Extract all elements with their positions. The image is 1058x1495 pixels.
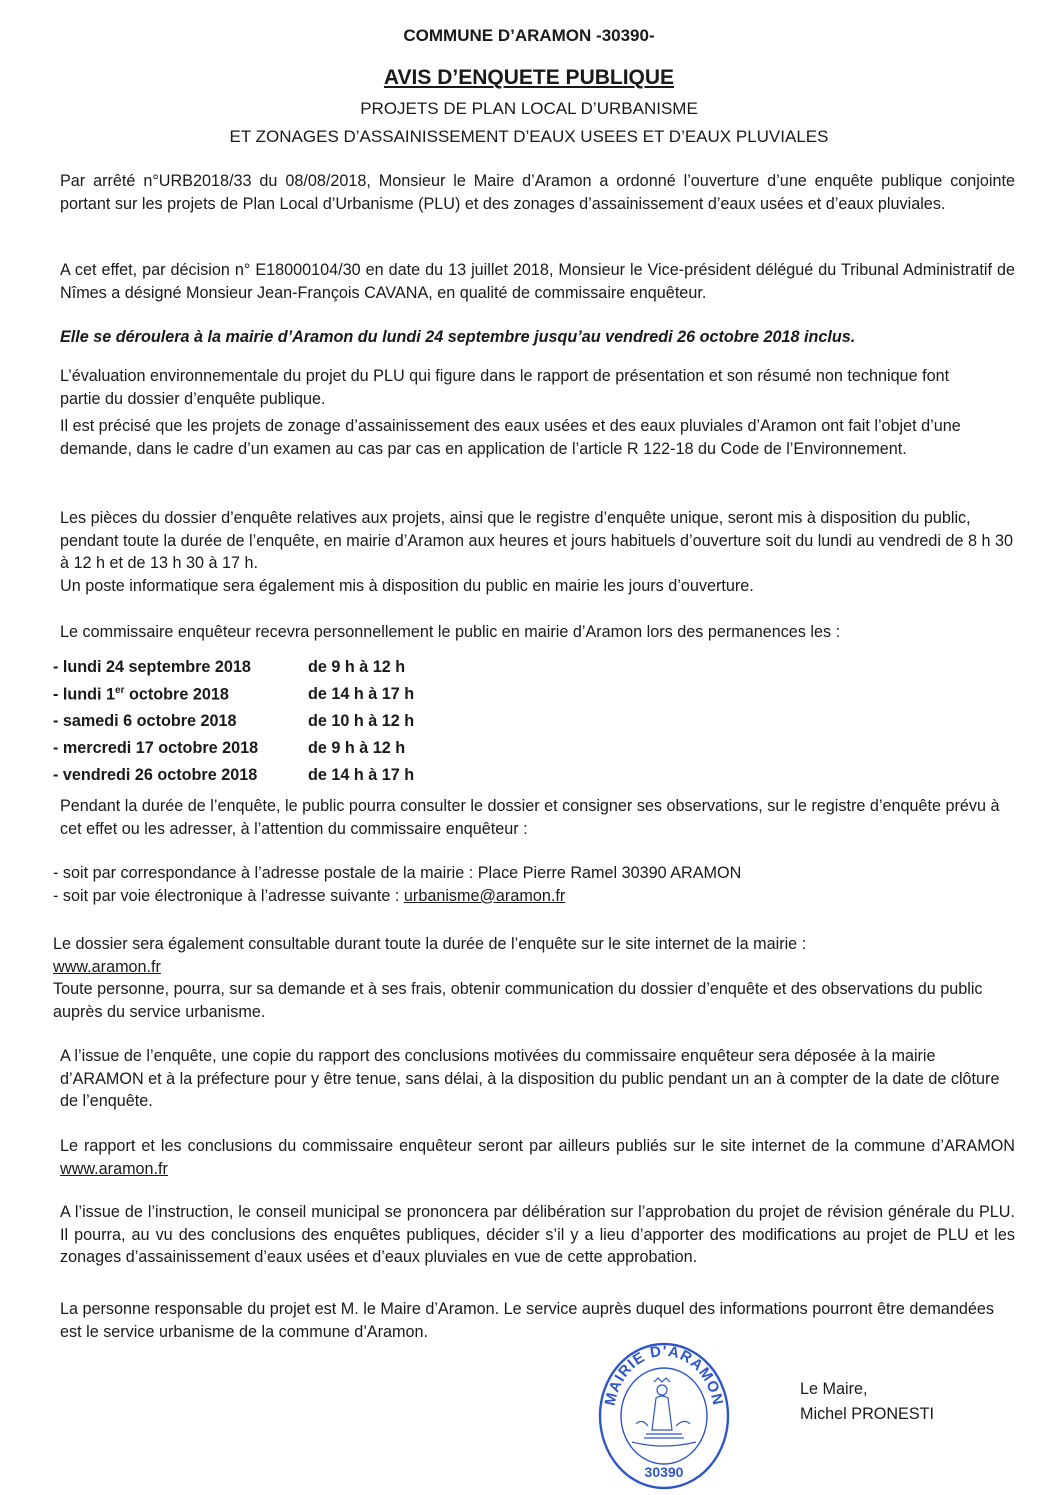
paragraph-publication xyxy=(60,1135,1015,1180)
signature-name: Michel PRONESTI xyxy=(800,1405,935,1423)
paragraph-text: Le commissaire enquêteur recevra personnellement le public en mairie d’Aramon lors des permanences les : xyxy=(60,623,841,641)
paragraph-text: A l’issue de l’enquête, une copie du rapport des conclusions motivées du commissaire enquêteur sera déposée à la mairie d’ARAMON et à la préfecture pour y être tenue, sans délai, à la disposition du public pendant un an à compter de la date de clôture de l’enquête. xyxy=(60,1047,1000,1110)
signature-title: Le Maire, xyxy=(800,1380,868,1398)
subtitle-line-2: ET ZONAGES D’ASSAINISSEMENT D’EAUX USEES ET D’EAUX PLUVIALES xyxy=(229,127,829,146)
subtitle-line-1: PROJETS DE PLAN LOCAL D’URBANISME xyxy=(360,99,698,118)
paragraph-observations xyxy=(60,795,1018,840)
paragraph-evaluation xyxy=(60,365,990,410)
mairie-stamp-icon xyxy=(596,1338,732,1490)
postal-address-line: - soit par correspondance à l’adresse postale de la mairie : Place Pierre Ramel 30390 ARAMON xyxy=(53,864,742,882)
paragraph-text: Pendant la durée de l’enquête, le public pourra consulter le dossier et consigner ses observations, sur le registre d’enquête prévu à cet effet ou les adresser, à l’attention du commissaire enquêteur : xyxy=(60,797,1000,838)
schedule-time: de 10 h à 12 h xyxy=(308,712,415,730)
schedule-day: - mercredi 17 octobre 2018 xyxy=(53,739,259,757)
commune-heading: COMMUNE D’ARAMON -30390- xyxy=(403,26,655,45)
paragraph-instruction xyxy=(60,1201,1015,1269)
email-line: - soit par voie électronique à l’adresse suivante : urbanisme@aramon.fr xyxy=(53,886,566,905)
paragraph-text: Le rapport et les conclusions du commissaire enquêteur seront par ailleurs publiés sur le site internet de la commune d’ARAMON www.aramon.fr xyxy=(60,1137,1015,1178)
paragraph-text: Toute personne, pourra, sur sa demande et à ses frais, obtenir communication du dossier d’enquête et des observations du public auprès du service urbanisme. xyxy=(53,980,983,1021)
paragraph-permanences xyxy=(60,621,1018,644)
schedule-time: de 14 h à 17 h xyxy=(308,685,415,703)
paragraph-text: La personne responsable du projet est M. le Maire d’Aramon. Le service auprès duquel des informations pourront être demandées est le service urbanisme de la commune d’Aramon. xyxy=(60,1300,995,1341)
schedule-day: - lundi 1er octobre 2018 xyxy=(53,685,229,704)
email-link[interactable]: urbanisme@aramon.fr xyxy=(403,886,566,905)
contact-methods xyxy=(53,862,1011,907)
schedule-time: de 9 h à 12 h xyxy=(308,739,406,757)
notice-title: AVIS D’ENQUETE PUBLIQUE xyxy=(383,66,675,89)
paragraph-website xyxy=(53,933,1011,1023)
enquiry-dates-text: Elle se déroulera à la mairie d’Aramon du lundi 24 septembre jusqu’au vendredi 26 octobre 2018 inclus. xyxy=(60,328,856,346)
schedule-time: de 14 h à 17 h xyxy=(308,766,415,784)
website-link[interactable]: www.aramon.fr xyxy=(53,957,161,976)
paragraph-text: A cet effet, par décision n° E18000104/30 en date du 13 juillet 2018, Monsieur le Vice-président délégué du Tribunal Administratif de Nîmes a désigné Monsieur Jean-François CAVANA, en qualité de commissaire enquêteur. xyxy=(60,261,1015,302)
paragraph-zonage xyxy=(60,415,1018,460)
schedule-day: - samedi 6 octobre 2018 xyxy=(53,712,237,730)
website-link[interactable]: www.aramon.fr xyxy=(60,1159,168,1178)
paragraph-text: Le dossier sera également consultable durant toute la durée de l’enquête sur le site internet de la mairie : xyxy=(53,935,807,953)
paragraph-text: Par arrêté n°URB2018/33 du 08/08/2018, Monsieur le Maire d’Aramon a ordonné l’ouverture d’une enquête publique conjointe portant sur les projets de Plan Local d’Urbanisme (PLU) et des zonages d’assainissement d’eaux usées et d’eaux pluviales. xyxy=(60,172,1015,213)
paragraph-text: Les pièces du dossier d’enquête relatives aux projets, ainsi que le registre d’enquête unique, seront mis à disposition du public, pendant toute la durée de l’enquête, en mairie d’Aramon aux heures et jours habituels d’ouverture soit du lundi au vendredi de 8 h 30 à 12 h et de 13 h 30 à 17 h. xyxy=(60,509,1013,572)
paragraph-rapport xyxy=(60,1045,1018,1113)
paragraph-text: Un poste informatique sera également mis à disposition du public en mairie les jours d’ouverture. xyxy=(60,576,754,595)
paragraph-decision xyxy=(60,259,1015,304)
schedule-time: de 9 h à 12 h xyxy=(308,658,406,676)
paragraph-pieces xyxy=(60,507,1018,597)
paragraph-text: A l’issue de l’instruction, le conseil municipal se prononcera par délibération sur l’approbation du projet de révision générale du PLU. Il pourra, au vu des conclusions des enquêtes publiques, décider s’il y a lieu d’apporter des modifications au projet de PLU et les zonages d’assainissement d’eaux usées et d’eaux pluviales en vue de cette approbation. xyxy=(60,1203,1015,1266)
schedule-day: - lundi 24 septembre 2018 xyxy=(53,658,251,676)
paragraph-text: Il est précisé que les projets de zonage d’assainissement des eaux usées et des eaux pluviales d’Aramon ont fait l’objet d’une demande, dans le cadre d’un examen au cas par cas en application de l’article R 122-18 du Code de l’Environnement. xyxy=(60,417,961,458)
svg-text:30390: 30390 xyxy=(644,1464,684,1480)
paragraph-responsable xyxy=(60,1298,1018,1343)
paragraph-dates xyxy=(60,326,1020,349)
schedule-day: - vendredi 26 octobre 2018 xyxy=(53,766,258,784)
svg-text:MAIRIE D'ARAMON: MAIRIE D'ARAMON xyxy=(601,1342,727,1408)
paragraph-text: L’évaluation environnementale du projet du PLU qui figure dans le rapport de présentation et son résumé non technique font partie du dossier d’enquête publique. xyxy=(60,367,950,408)
paragraph-arrete xyxy=(60,170,1015,215)
